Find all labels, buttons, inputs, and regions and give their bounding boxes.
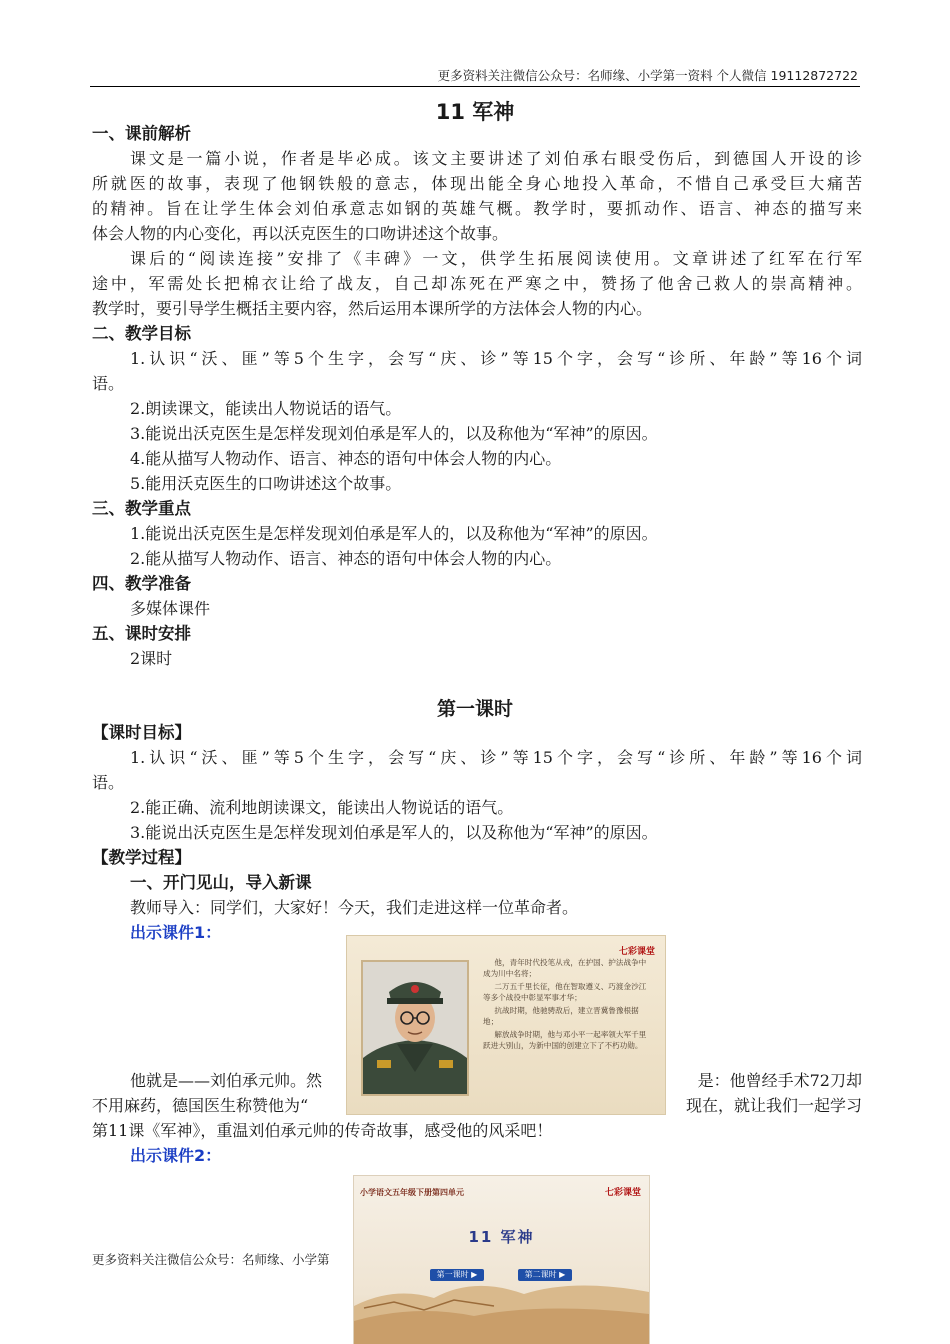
slide-text-line: 他，青年时代投笔从戎，在护国、护法战争中成为川中名将； [483,958,647,978]
slide-course-label: 小学语文五年级下册第四单元 [360,1188,464,1197]
show-slide-2-label: 出示课件2： [130,1146,222,1165]
list-item: 语。 [92,374,125,393]
list-item: 3.能说出沃克医生是怎样发现刘伯承是军人的，以及称他为“军神”的原因。 [130,424,658,443]
slide-text-line: 二万五千里长征，他在智取遵义、巧渡金沙江等多个战役中彰显军事才华； [483,982,647,1002]
slide-title: 11 军神 [468,1228,535,1246]
slide-1-image [347,936,665,1114]
list-item: 2.能从描写人物动作、语言、神态的语句中体会人物的内心。 [130,549,562,568]
goals-heading: 【课时目标】 [92,723,191,742]
slide-brand: 七彩课堂 [604,1188,641,1198]
lesson-title: 第一课时 [436,698,513,720]
section-heading-5: 五、课时安排 [92,624,191,643]
mountain-background [354,1176,649,1344]
goal-item: 1.认识“沃、匪”等5个生字，会写“庆、诊”等15个字，会写“诊所、年龄”等16个词 [130,748,862,767]
paragraph-line: 课后的“阅读连接”安排了《丰碑》一文，供学生拓展阅读使用。文章讲述了红军在行军 [130,249,862,268]
list-item: 4.能从描写人物动作、语言、神态的语句中体会人物的内心。 [130,449,562,468]
goal-item: 2.能正确、流利地朗读课文，能读出人物说话的语气。 [130,798,514,817]
paragraph-line: 第11课《军神》，重温刘伯承元帅的传奇故事，感受他的风采吧！ [92,1121,553,1140]
document-title: 11 军神 [435,100,515,124]
slide-2-image [354,1176,649,1344]
section-text: 多媒体课件 [130,599,211,618]
paragraph-line: 体会人物的内心变化，再以沃克医生的口吻讲述这个故事。 [92,224,509,243]
section-heading-2: 二、教学目标 [92,324,191,343]
list-item: 1.认识“沃、匪”等5个生字，会写“庆、诊”等15个字，会写“诊所、年龄”等16个词 [130,349,862,368]
page-header: 更多资料关注微信公众号：名师缘、小学第一资料 个人微信 19112872722 [437,68,858,83]
process-heading: 【教学过程】 [92,848,191,867]
paragraph-line: 不用麻药，德国医生称赞他为“ [92,1096,309,1115]
show-slide-1-label: 出示课件1： [130,923,222,942]
intro-text: 教师导入：同学们，大家好！今天，我们走进这样一位革命者。 [130,898,579,917]
list-item: 2.朗读课文，能读出人物说话的语气。 [130,399,402,418]
header-rule [90,86,860,87]
portrait-image [361,960,469,1096]
section-heading-4: 四、教学准备 [92,574,191,593]
list-item: 1.能说出沃克医生是怎样发现刘伯承是军人的，以及称他为“军神”的原因。 [130,524,658,543]
goal-item: 语。 [92,773,125,792]
portrait-illustration [363,962,467,1094]
paragraph-line: 现在，就让我们一起学习 [685,1096,862,1115]
lesson-2-button: 第二课时 ▶ [518,1269,572,1281]
section-heading-3: 三、教学重点 [92,499,191,518]
page-footer: 更多资料关注微信公众号：名师缘、小学第 [92,1252,330,1267]
list-item: 5.能用沃克医生的口吻讲述这个故事。 [130,474,402,493]
goal-item: 3.能说出沃克医生是怎样发现刘伯承是军人的，以及称他为“军神”的原因。 [130,823,658,842]
paragraph-line: 所就医的故事，表现了他钢铁般的意志，体现出能全身心地投入革命，不惜自己承受巨大痛苦 [92,174,862,193]
paragraph-line: 教学时，要引导学生概括主要内容，然后运用本课所学的方法体会人物的内心。 [92,299,653,318]
paragraph-line: 课文是一篇小说，作者是毕必成。该文主要讲述了刘伯承右眼受伤后，到德国人开设的诊 [130,149,862,168]
paragraph-line: 是：他曾经手术72刀却 [697,1071,862,1090]
lesson-1-button: 第一课时 ▶ [430,1269,484,1281]
paragraph-line: 的精神。旨在让学生体会刘伯承意志如钢的英雄气概。教学时，要抓动作、语言、神态的描写来 [92,199,862,218]
paragraph-line: 他就是——刘伯承元帅。然 [130,1071,323,1090]
slide-text-line: 抗战时期，他驰骋敌后，建立晋冀鲁豫根据地； [483,1006,639,1026]
slide-1-text [483,958,653,1054]
slide-brand: 七彩课堂 [618,947,655,957]
section-text: 2课时 [130,649,173,668]
slide-text-line: 解放战争时期，他与邓小平一起率领大军千里跃进大别山，为新中国的创建立下了不朽功勋。 [483,1030,647,1050]
section-heading-1: 一、课前解析 [92,124,191,143]
step-heading: 一、开门见山，导入新课 [130,873,312,892]
paragraph-line: 途中，军需处长把棉衣让给了战友，自己却冻死在严寒之中，赞扬了他舍己救人的崇高精神。 [92,274,862,293]
